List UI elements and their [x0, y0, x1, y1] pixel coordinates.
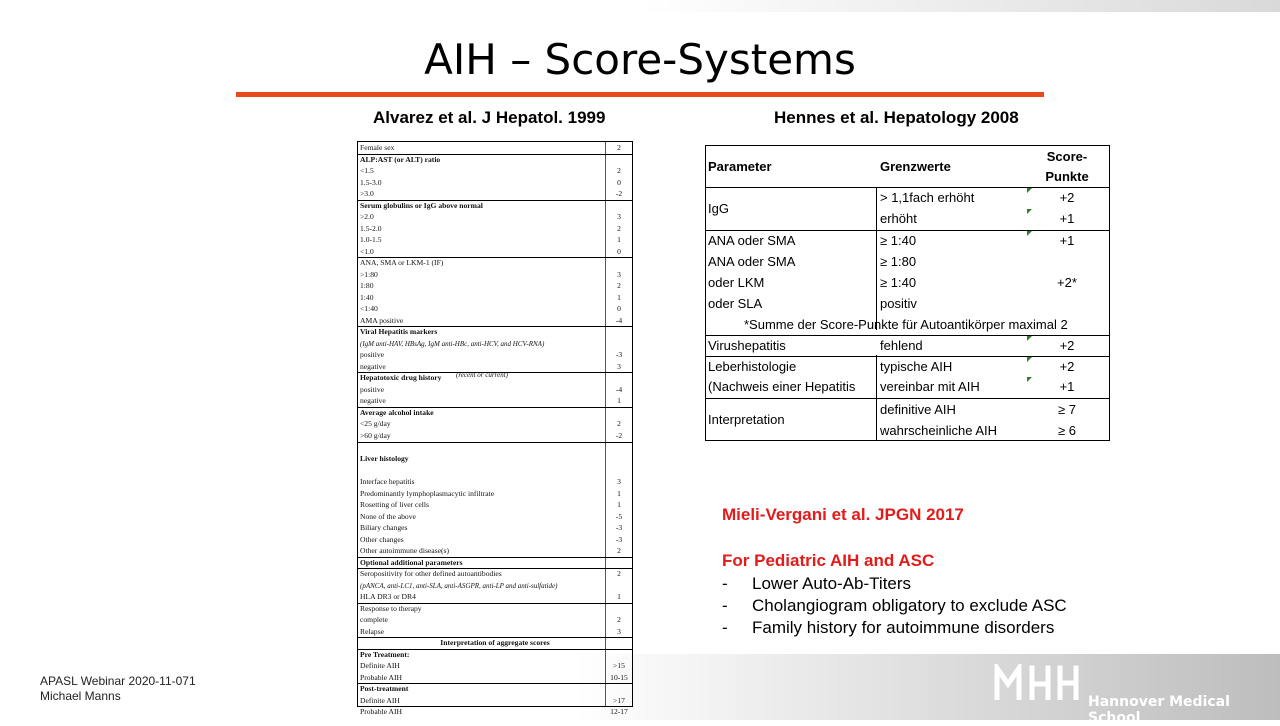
row-label: Probable AIH — [360, 672, 402, 682]
table-row — [358, 293, 632, 303]
hennes-ana-score-1: +1 — [1059, 233, 1075, 248]
table-row — [358, 373, 632, 383]
row-value: 2 — [617, 143, 621, 152]
row-value: 3 — [617, 269, 621, 279]
comment-marker — [1027, 209, 1032, 214]
row-value: 2 — [617, 419, 621, 429]
row-value: 3 — [617, 626, 621, 636]
table-row — [358, 604, 632, 614]
table-row — [358, 385, 632, 395]
row-value: 2 — [617, 223, 621, 233]
row-label: complete — [360, 615, 388, 625]
title-underline — [236, 92, 1044, 97]
hennes-virus-param: Virushepatitis — [708, 338, 786, 353]
table-row — [358, 615, 632, 625]
row-label: >60 g/day — [360, 431, 391, 440]
hennes-rule — [706, 398, 1109, 399]
row-label: Predominantly lymphoplasmacytic infiltrate — [360, 488, 495, 498]
table-row — [358, 512, 632, 522]
hennes-ana-limit-4: positiv — [880, 296, 917, 311]
table-row — [358, 339, 632, 349]
table-row — [358, 673, 632, 683]
row-value: 1 — [617, 396, 621, 406]
hennes-footnote: *Summe der Score-Punkte für Autoantikörper maximal 2 — [744, 317, 1068, 332]
table-row — [358, 627, 632, 637]
table-row — [358, 155, 632, 165]
table-row — [358, 489, 632, 499]
hennes-header-limits: Grenzwerte — [880, 159, 951, 174]
hennes-histo-param-2: (Nachweis einer Hepatitis — [708, 379, 856, 394]
row-value: -4 — [615, 384, 623, 394]
row-value: 2 — [617, 166, 621, 176]
mieli-subtitle: For Pediatric AIH and ASC — [722, 551, 935, 570]
row-label: 1.0-1.5 — [360, 235, 382, 245]
table-row — [358, 661, 632, 671]
hennes-histo-score-2: +1 — [1059, 379, 1075, 394]
hennes-header-score-2: Punkte — [1045, 169, 1089, 184]
hennes-interp-param: Interpretation — [708, 412, 785, 427]
footer-event: APASL Webinar 2020-11-071 — [40, 674, 196, 688]
table-row — [358, 408, 632, 418]
row-label: Interface hepatitis — [360, 477, 415, 487]
row-label: HLA DR3 or DR4 — [360, 592, 416, 602]
table-row — [358, 581, 632, 591]
hennes-igg-limit-2: erhöht — [880, 211, 917, 226]
table-row — [358, 419, 632, 429]
row-label: Other changes — [360, 534, 404, 544]
comment-marker — [1027, 357, 1032, 362]
row-label: 1.5-3.0 — [360, 177, 382, 187]
hennes-igg-score-1: +2 — [1059, 190, 1075, 205]
table-row — [358, 350, 632, 360]
hennes-ana-limit-2: ≥ 1:80 — [880, 254, 917, 269]
hennes-histo-param-1: Leberhistologie — [708, 359, 797, 374]
row-value: -3 — [615, 350, 623, 360]
hennes-ana-param-3: oder LKM — [708, 275, 765, 290]
row-value: -3 — [615, 534, 623, 544]
row-label: Pre Treatment: — [360, 649, 410, 659]
row-value: 3 — [617, 477, 621, 487]
row-label: AMA positive — [360, 315, 404, 325]
hennes-ana-param-4: oder SLA — [708, 296, 763, 311]
comment-marker — [1027, 231, 1032, 236]
comment-marker — [1027, 377, 1032, 382]
hennes-ana-param-2: ANA oder SMA — [708, 254, 796, 269]
row-label: Biliary changes — [360, 523, 408, 533]
hennes-igg-score-2: +1 — [1059, 211, 1075, 226]
table-row — [358, 535, 632, 545]
bullet-text: Cholangiogram obligatory to exclude ASC — [752, 596, 1067, 615]
row-label: 1:80 — [360, 281, 374, 291]
row-label: negative — [360, 396, 386, 406]
row-label: Rosetting of liver cells — [360, 500, 429, 510]
row-label: None of the above — [360, 511, 416, 521]
table-row — [358, 166, 632, 176]
row-label: Hepatotoxic drug history — [360, 373, 442, 383]
comment-marker — [1027, 188, 1032, 193]
row-value: 12-17 — [610, 707, 628, 717]
row-label: Female sex — [360, 143, 395, 152]
hennes-ana-score-2: +2* — [1057, 275, 1077, 290]
table-row — [358, 650, 632, 660]
row-value: -5 — [615, 511, 623, 521]
hennes-histo-limit-1: typische AIH — [880, 359, 953, 374]
table-row — [358, 546, 632, 556]
bullet-text: Family history for autoimmune disorders — [752, 618, 1055, 637]
row-label: ANA, SMA or LKM-1 (IF) — [360, 258, 444, 268]
logo-text: Hannover Medical School — [1088, 694, 1230, 726]
row-value: 1 — [617, 592, 621, 602]
row-label: Serum globulins or IgG above normal — [360, 200, 483, 210]
row-label: <1.0 — [360, 246, 374, 256]
row-value: 2 — [617, 281, 621, 291]
table-row — [358, 569, 632, 579]
table-row — [358, 189, 632, 199]
hennes-histo-limit-2: vereinbar mit AIH — [880, 379, 980, 394]
row-value: >15 — [613, 661, 625, 671]
table-row — [358, 684, 632, 694]
hennes-interp-limit-1: definitive AIH — [880, 402, 956, 417]
row-label: Seropositivity for other defined autoantibodies — [360, 569, 502, 579]
row-label: Other autoimmune disease(s) — [360, 546, 449, 556]
row-label: 1.5-2.0 — [360, 223, 382, 233]
hennes-reference: Hennes et al. Hepatology 2008 — [774, 108, 1019, 127]
row-label: (pANCA, anti-LC1, anti-SLA, anti-ASGPR, anti-LP and anti-sulfatide) — [360, 581, 558, 590]
row-label: Post-treatment — [360, 684, 409, 694]
row-label: 1:40 — [360, 292, 374, 302]
row-label: Optional additional parameters — [360, 557, 463, 567]
row-value: -2 — [615, 431, 623, 440]
row-value: 1 — [617, 292, 621, 302]
hennes-ana-limit-3: ≥ 1:40 — [880, 275, 917, 290]
table-row — [358, 178, 632, 188]
hennes-virus-score: +2 — [1059, 338, 1075, 353]
row-label: >1:80 — [360, 269, 378, 279]
row-value: -3 — [615, 523, 623, 533]
row-value: >17 — [613, 695, 625, 705]
hennes-vline-1 — [876, 187, 877, 330]
table-row — [358, 523, 632, 533]
table-row — [358, 327, 632, 337]
row-value: 0 — [617, 246, 621, 256]
row-value: 3 — [617, 212, 621, 222]
hennes-score-table — [705, 145, 1110, 441]
row-value: -2 — [615, 189, 623, 199]
table-row — [358, 592, 632, 602]
hennes-header-parameter: Parameter — [708, 159, 772, 174]
table-row — [358, 443, 632, 453]
row-value: 2 — [617, 615, 621, 625]
row-value: 0 — [617, 304, 621, 314]
table-row — [358, 143, 632, 153]
table-row — [358, 431, 632, 441]
row-note: (recent or current) — [456, 373, 508, 380]
table-row — [358, 247, 632, 257]
table-row — [358, 638, 632, 648]
table-row — [358, 316, 632, 326]
table-row — [358, 224, 632, 234]
table-row — [358, 235, 632, 245]
row-value: 1 — [617, 235, 621, 245]
alvarez-score-table — [357, 141, 633, 717]
row-label: ALP:AST (or ALT) ratio — [360, 154, 441, 164]
hennes-interp-limit-2: wahrscheinliche AIH — [880, 423, 998, 438]
table-row — [358, 258, 632, 268]
table-row — [358, 270, 632, 280]
row-label: (IgM anti-HAV, HBsAg, IgM anti-HBc, anti-HCV, and HCV-RNA) — [360, 339, 545, 348]
table-row — [358, 477, 632, 487]
row-label: positive — [360, 384, 385, 394]
row-value: 10-15 — [610, 672, 628, 682]
table-row — [358, 558, 632, 568]
row-value: 0 — [617, 177, 621, 187]
row-value: 1 — [617, 488, 621, 498]
row-label: >2.0 — [360, 212, 374, 222]
row-value: -4 — [615, 315, 623, 325]
mhh-logo-icon — [994, 664, 1080, 700]
row-label: Probable AIH — [360, 707, 402, 717]
row-label: Definite AIH — [360, 695, 400, 705]
hennes-virus-limit: fehlend — [880, 338, 923, 353]
table-row — [358, 500, 632, 510]
bullet-text: Lower Auto-Ab-Titers — [752, 574, 912, 593]
row-value: 3 — [617, 361, 621, 371]
hennes-igg-limit-1: > 1,1fach erhöht — [880, 190, 975, 205]
table-row — [358, 201, 632, 211]
table-row — [358, 707, 632, 717]
hennes-igg-param: IgG — [708, 201, 729, 216]
hennes-header-score-1: Score- — [1046, 149, 1088, 164]
hennes-ana-limit-1: ≥ 1:40 — [880, 233, 917, 248]
footer-author: Michael Manns — [40, 689, 121, 703]
hennes-ana-param-1: ANA oder SMA — [708, 233, 796, 248]
table-row — [358, 396, 632, 406]
table-row — [358, 304, 632, 314]
mieli-reference: Mieli-Vergani et al. JPGN 2017 — [722, 505, 964, 524]
row-value: 2 — [617, 569, 621, 579]
row-label: Definite AIH — [360, 661, 400, 671]
row-label: Viral Hepatitis markers — [360, 327, 438, 337]
comment-marker — [1027, 336, 1032, 341]
table-row — [358, 696, 632, 706]
hennes-interp-score-1: ≥ 7 — [1058, 402, 1076, 417]
table-row — [358, 362, 632, 372]
footer — [40, 674, 196, 704]
row-label: >3.0 — [360, 189, 374, 199]
row-label: Interpretation of aggregate scores — [440, 638, 550, 648]
row-label: <1:40 — [360, 304, 378, 314]
table-row — [358, 454, 632, 464]
top-gradient-band — [0, 0, 1280, 12]
row-label: Response to therapy — [360, 603, 422, 613]
hennes-histo-score-1: +2 — [1059, 359, 1075, 374]
row-label: <1.5 — [360, 166, 374, 176]
row-label: negative — [360, 361, 386, 371]
row-label: Relapse — [360, 626, 385, 636]
table-row — [358, 466, 632, 476]
row-value: 2 — [617, 546, 621, 556]
hennes-interp-score-2: ≥ 6 — [1058, 423, 1076, 438]
alvarez-reference: Alvarez et al. J Hepatol. 1999 — [373, 108, 606, 127]
table-row — [358, 212, 632, 222]
table-row — [358, 281, 632, 291]
row-label: Liver histology — [360, 454, 409, 464]
row-value: 1 — [617, 500, 621, 510]
slide-title: AIH – Score-Systems — [424, 35, 856, 84]
row-label: <25 g/day — [360, 419, 391, 429]
row-label: positive — [360, 350, 385, 360]
row-label: Average alcohol intake — [360, 407, 434, 417]
